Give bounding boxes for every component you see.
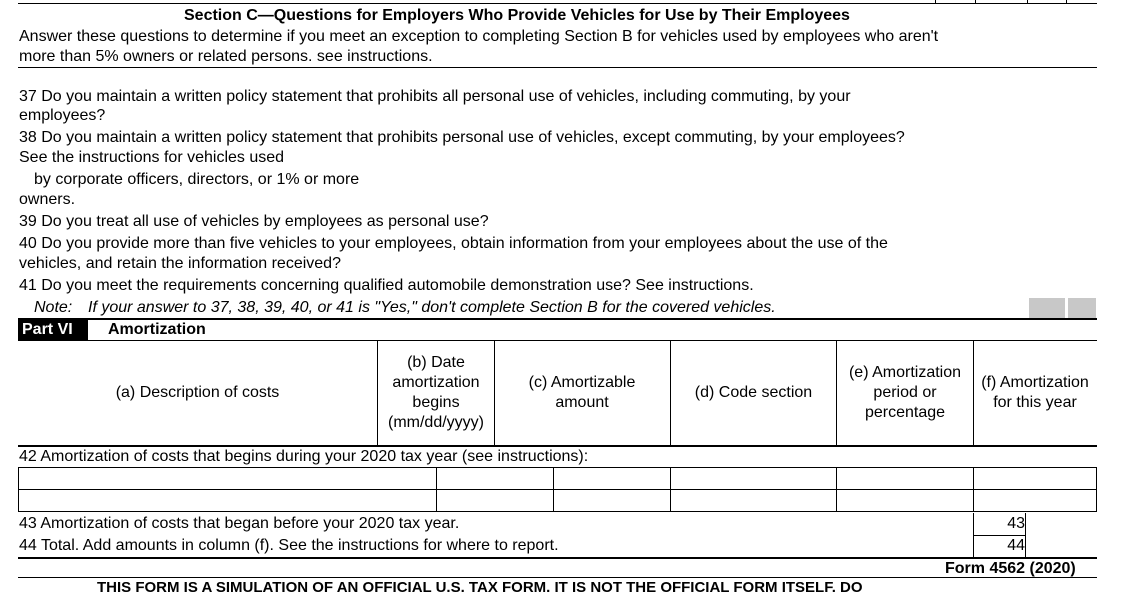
top-col-divider [1027, 0, 1028, 4]
entry-divider-e [836, 467, 837, 511]
question-39: 39 Do you treat all use of vehicles by employees as personal use? [19, 213, 489, 230]
line-42-row1-period-input[interactable] [838, 469, 971, 488]
entry-row-bottom-rule [18, 511, 1097, 512]
line-42-row1-amortization-input[interactable] [975, 469, 1095, 488]
yes-shaded-cell [1029, 298, 1065, 318]
form-bottom-rule [18, 557, 1097, 559]
question-38-line1: 38 Do you maintain a written policy statement that prohibits personal use of vehicles, except commuting, by your employees? [19, 129, 905, 146]
column-header-c: (c) Amortizable amount [528, 374, 636, 411]
column-header-e: (e) Amortization period or percentage [848, 364, 962, 421]
column-header-a: (a) Description of costs [115, 384, 280, 401]
line-43-number: 43 [1007, 515, 1025, 532]
section-c-title: Section C—Questions for Employers Who Provide Vehicles for Use by Their Employees [184, 7, 850, 24]
line-42-row2-description-input[interactable] [20, 491, 434, 510]
question-37-line1: 37 Do you maintain a written policy statement that prohibits all personal use of vehicles, including commuting, by your [19, 88, 851, 105]
entry-divider-d [670, 467, 671, 511]
question-38-line3: by corporate officers, directors, or 1% or more [34, 171, 360, 188]
part-vi-title: Amortization [108, 321, 206, 338]
line-42-row1-amount-input[interactable] [555, 469, 668, 488]
line-42-row2-date-input[interactable] [438, 491, 551, 510]
part-vi-title-divider [18, 340, 1097, 341]
note-text: If your answer to 37, 38, 39, 40, or 41 is "Yes," don't complete Section B for the covered vehicles. [88, 299, 776, 316]
entry-left-border [18, 467, 19, 511]
entry-row-top-rule [18, 467, 1097, 468]
section-c-intro-line2: more than 5% owners or related persons. see instructions. [19, 48, 433, 65]
col-divider-c [494, 340, 495, 445]
form-id: Form 4562 (2020) [945, 560, 1076, 577]
line-42-row2-amount-input[interactable] [555, 491, 668, 510]
line-44-number: 44 [1007, 537, 1025, 554]
entry-divider-b [436, 467, 437, 511]
line-42-row2-amortization-input[interactable] [975, 491, 1095, 510]
col-divider-d [670, 340, 671, 445]
no-shaded-cell [1068, 298, 1096, 318]
question-38-line2: See the instructions for vehicles used [19, 149, 285, 166]
top-col-divider [935, 0, 936, 4]
line-44-amount-input[interactable] [1027, 536, 1096, 556]
entry-divider-c [553, 467, 554, 511]
line-42-row2-code-input[interactable] [672, 491, 834, 510]
top-col-divider [1066, 0, 1067, 4]
question-40-line2: vehicles, and retain the information received? [19, 255, 341, 272]
col-divider-e [836, 340, 837, 445]
simulation-disclaimer: THIS FORM IS A SIMULATION OF AN OFFICIAL U.S. TAX FORM. IT IS NOT THE OFFICIAL FORM ITSELF. DO [97, 579, 863, 596]
col-divider-b [377, 340, 378, 445]
line-42-row1-description-input[interactable] [20, 469, 434, 488]
line-42-label: 42 Amortization of costs that begins during your 2020 tax year (see instructions): [19, 448, 589, 465]
line-43-label: 43 Amortization of costs that began before your 2020 tax year. [19, 515, 460, 532]
question-37-line2: employees? [19, 107, 106, 124]
part-vi-label: Part VI [18, 319, 88, 340]
intro-divider [18, 67, 1097, 68]
column-header-f: (f) Amortization for this year [981, 374, 1089, 411]
question-40-line1: 40 Do you provide more than five vehicles to your employees, obtain information from your employees about the use of the [19, 235, 888, 252]
entry-row-middle-rule [18, 489, 1097, 490]
column-header-b: (b) Date amortization begins (mm/dd/yyyy) [388, 354, 484, 431]
entry-right-border [1096, 467, 1097, 511]
section-c-intro-line1: Answer these questions to determine if you meet an exception to completing Section B for vehicles used by employees who aren't [19, 28, 939, 45]
line-43-amount-input[interactable] [1027, 514, 1096, 534]
line-42-row2-period-input[interactable] [838, 491, 971, 510]
note-label: Note: [34, 299, 73, 316]
line-42-row1-code-input[interactable] [672, 469, 834, 488]
top-col-divider [975, 0, 976, 4]
line-44-label: 44 Total. Add amounts in column (f). See the instructions for where to report. [19, 537, 559, 554]
col-divider-f [973, 340, 974, 445]
question-38-line4: owners. [19, 191, 76, 208]
column-header-d: (d) Code section [694, 384, 813, 401]
line-42-row1-date-input[interactable] [438, 469, 551, 488]
entry-divider-f [973, 467, 974, 511]
question-41: 41 Do you meet the requirements concerning qualified automobile demonstration use? See instructions. [19, 277, 754, 294]
